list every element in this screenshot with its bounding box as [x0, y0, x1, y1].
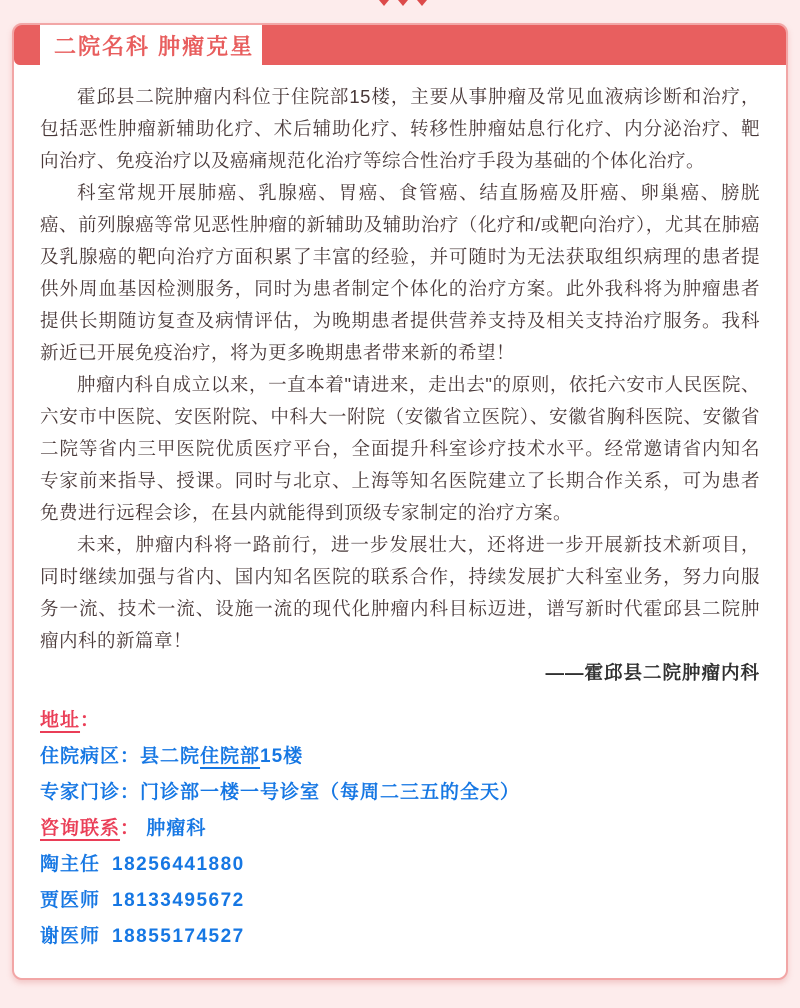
contact-section: [14, 689, 786, 955]
phone-number: 18133495672: [112, 890, 245, 911]
article-card: [12, 23, 788, 980]
address-label: 地址: [40, 710, 81, 731]
ward-value-suffix: 15楼: [260, 746, 304, 767]
top-decoration-tip: [398, 0, 408, 6]
article-attribution: ——霍邱县二院肿瘤内科: [545, 662, 760, 683]
ward-label: 住院病区：: [40, 746, 141, 767]
consult-row: [40, 811, 760, 847]
ward-row: [40, 739, 760, 775]
contact-name: 陶主任: [40, 854, 101, 875]
consult-label: 咨询联系: [40, 818, 121, 839]
header-bar: [14, 25, 786, 65]
consult-colon: ：: [120, 818, 141, 839]
article-paragraph: 肿瘤内科自成立以来，一直本着"请进来，走出去"的原则，依托六安市人民医院、六安市中医院、安医附院、中科大一附院（安徽省立医院）、安徽省胸科医院、安徽省二院等省内三甲医院优质医疗平台，全面提升科室诊疗技术水平。经常邀请省内知名专家前来指导、授课。同时与北京、上海等知名医院建立了长期合作关系，可为患者免费进行远程会诊，在县内就能得到顶级专家制定的治疗方案。: [40, 374, 760, 523]
clinic-label: 专家门诊：: [40, 782, 141, 803]
top-decoration-tip: [379, 0, 389, 6]
article-body: [14, 65, 786, 657]
contact-name: 贾医师: [40, 890, 101, 911]
phone-row: [40, 919, 760, 955]
consult-value: 肿瘤科: [146, 818, 207, 839]
clinic-row: [40, 775, 760, 811]
top-decoration-tip: [417, 0, 427, 6]
phone-number: 18256441880: [112, 854, 245, 875]
ward-value-prefix: 县二院: [140, 746, 201, 767]
article-paragraph: 霍邱县二院肿瘤内科位于住院部15楼，主要从事肿瘤及常见血液病诊断和治疗，包括恶性肿瘤新辅助化疗、术后辅助化疗、转移性肿瘤姑息行化疗、内分泌治疗、靶向治疗、免疫治疗以及癌痛规范化治疗等综合性治疗手段为基础的个体化治疗。: [40, 86, 760, 171]
section-title: 二院名科 肿瘤克星: [54, 33, 255, 59]
header-bar-right-fill: [262, 25, 786, 65]
address-colon: ：: [80, 710, 101, 731]
phone-row: [40, 883, 760, 919]
clinic-value: 门诊部一楼一号诊室（每周二三五的全天）: [140, 782, 521, 803]
contact-name: 谢医师: [40, 926, 101, 947]
address-heading: [40, 703, 760, 739]
phone-number: 18855174527: [112, 926, 245, 947]
ward-value-underlined: 住院部: [200, 746, 261, 767]
section-title-badge: [40, 25, 262, 65]
article-paragraph: 未来，肿瘤内科将一路前行，进一步发展壮大，还将进一步开展新技术新项目，同时继续加强与省内、国内知名医院的联系合作，持续发展扩大科室业务，努力向服务一流、技术一流、设施一流的现代化肿瘤内科目标迈进，谱写新时代霍邱县二院肿瘤内科的新篇章！: [40, 534, 760, 651]
phone-row: [40, 847, 760, 883]
header-bar-left-cap: [14, 25, 40, 65]
article-paragraph: 科室常规开展肺癌、乳腺癌、胃癌、食管癌、结直肠癌及肝癌、卵巢癌、膀胱癌、前列腺癌等常见恶性肿瘤的新辅助及辅助治疗（化疗和/或靶向治疗），尤其在肺癌及乳腺癌的靶向治疗方面积累了丰富的经验，并可随时为无法获取组织病理的患者提供外周血基因检测服务，同时为患者制定个体化的治疗方案。此外我科将为肿瘤患者提供长期随访复查及病情评估，为晚期患者提供营养支持及相关支持治疗服务。我科新近已开展免疫治疗，将为更多晚期患者带来新的希望！: [40, 182, 760, 363]
